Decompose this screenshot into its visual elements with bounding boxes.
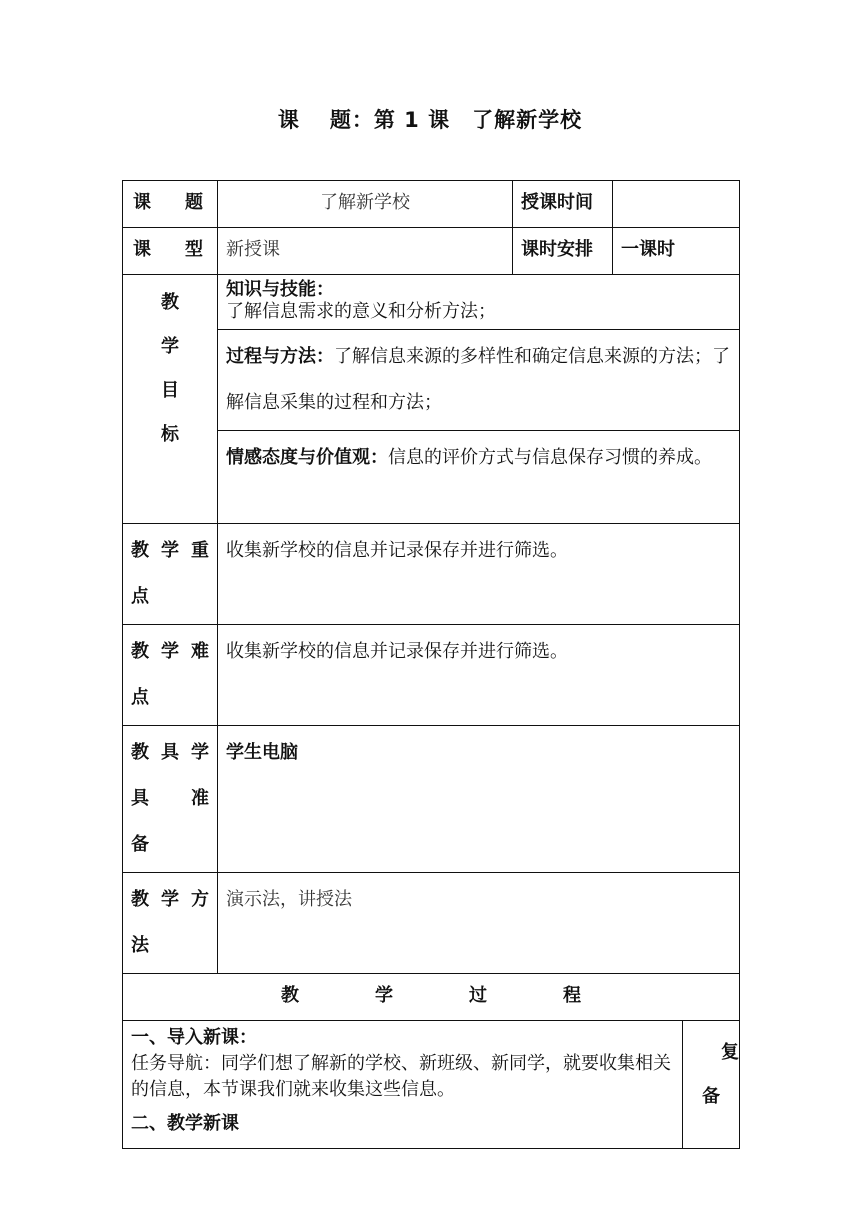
value-difficult-points: 收集新学校的信息并记录保存并进行筛选。 xyxy=(218,625,740,726)
value-topic: 了解新学校 xyxy=(218,181,513,228)
label-key-points: 教 学 重 点 xyxy=(123,524,218,625)
row-process-content xyxy=(123,1021,740,1149)
value-lesson-time xyxy=(613,181,740,228)
title-text: 题：第 1 课 了解新学校 xyxy=(329,108,583,132)
label-topic: 课 题 xyxy=(123,181,218,228)
document-title xyxy=(0,104,860,134)
label-method: 教 学 方 法 xyxy=(123,873,218,974)
label-tools: 教 具 学 具 准 备 xyxy=(123,726,218,873)
value-type: 新授课 xyxy=(218,228,513,275)
label-difficult-points: 教 学 难 点 xyxy=(123,625,218,726)
goal-attitude: 情感态度与价值观：信息的评价方式与信息保存习惯的养成。 xyxy=(218,431,740,524)
row-difficult-points xyxy=(123,625,740,726)
value-key-points: 收集新学校的信息并记录保存并进行筛选。 xyxy=(218,524,740,625)
process-side-note: 复 备 xyxy=(683,1021,740,1149)
value-method: 演示法，讲授法 xyxy=(218,873,740,974)
label-type: 课 型 xyxy=(123,228,218,275)
goal-knowledge: 知识与技能： 了解信息需求的意义和分析方法； xyxy=(218,275,740,330)
row-type xyxy=(123,228,740,275)
goal-process: 过程与方法：了解信息来源的多样性和确定信息来源的方法；了解信息采集的过程和方法； xyxy=(218,330,740,431)
row-topic xyxy=(123,181,740,228)
label-lesson-time: 授课时间 xyxy=(513,181,613,228)
value-tools: 学生电脑 xyxy=(218,726,740,873)
lesson-plan-table xyxy=(122,180,740,1149)
row-key-points xyxy=(123,524,740,625)
process-content: 一、导入新课： 任务导航：同学们想了解新的学校、新班级、新同学，就要收集相关的信息，本节课我们就来收集这些信息。 二、教学新课 xyxy=(123,1021,683,1149)
row-process-heading xyxy=(123,974,740,1021)
label-schedule: 课时安排 xyxy=(513,228,613,275)
row-method xyxy=(123,873,740,974)
title-prefix: 课 xyxy=(277,108,300,132)
row-tools xyxy=(123,726,740,873)
label-goals: 教 学 目 标 xyxy=(123,275,218,524)
process-heading: 教 学 过 程 xyxy=(123,974,740,1021)
row-goal-knowledge xyxy=(123,275,740,330)
value-schedule: 一课时 xyxy=(613,228,740,275)
